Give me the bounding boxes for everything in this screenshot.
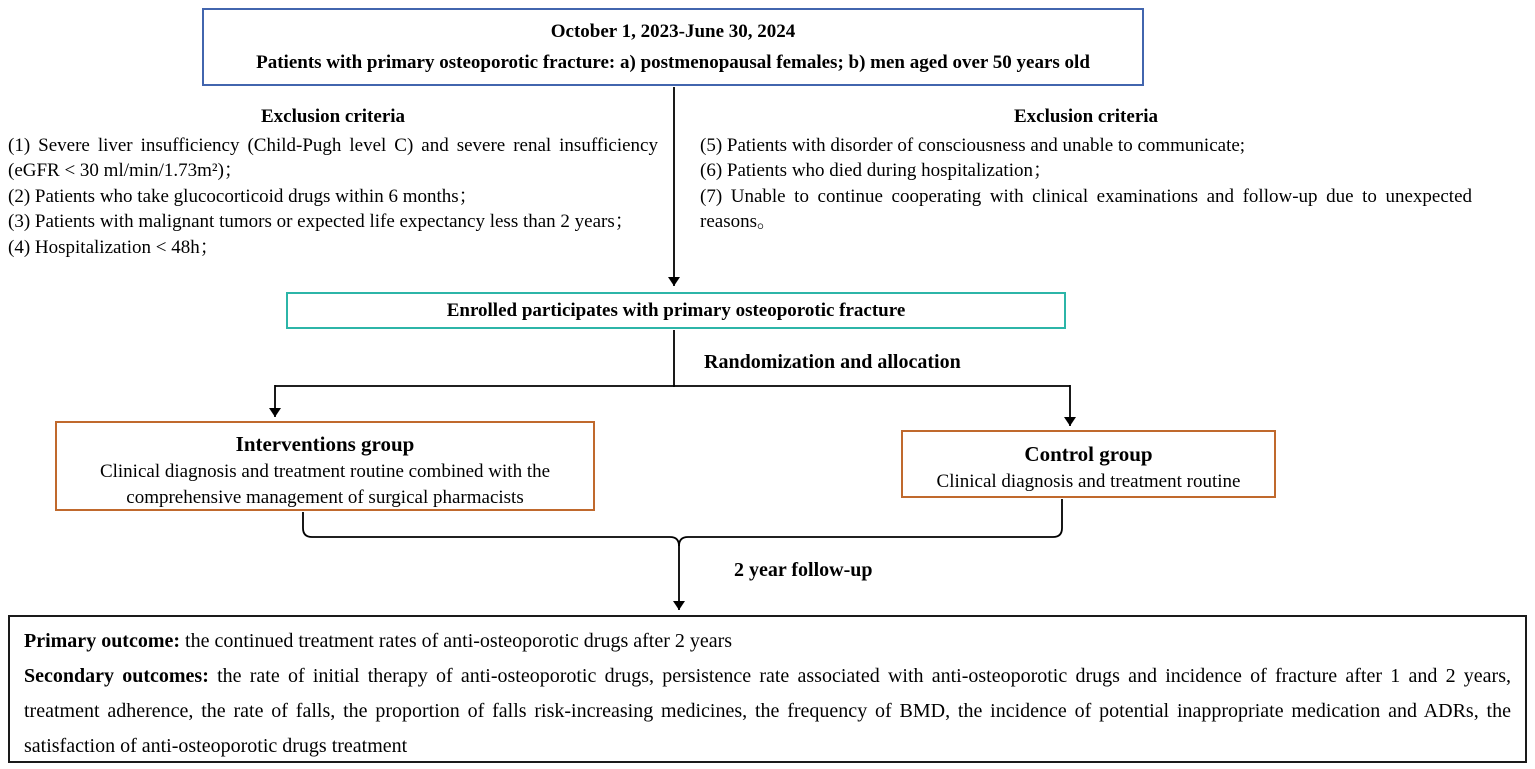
secondary-outcomes bbox=[24, 659, 1511, 764]
exclusion-item-6: (6) Patients who died during hospitalization； bbox=[700, 160, 1052, 181]
exclusion-item-5: (5) Patients with disorder of consciousness and unable to communicate; bbox=[700, 134, 1246, 156]
exclusion-item-2: (2) Patients who take glucocorticoid drugs within 6 months； bbox=[8, 185, 478, 207]
enrolled-participants-box bbox=[286, 292, 1066, 329]
interventions-group-description: Clinical diagnosis and treatment routine combined with the comprehensive management of surgical pharmacists bbox=[99, 461, 551, 508]
outcomes-box bbox=[8, 615, 1527, 763]
control-group-description: Clinical diagnosis and treatment routine bbox=[936, 471, 1241, 492]
merge-line-right bbox=[679, 499, 1062, 546]
enrolled-participants-label: Enrolled participates with primary osteoporotic fracture bbox=[446, 299, 906, 321]
study-date-range: October 1, 2023-June 30, 2024 bbox=[550, 20, 796, 42]
exclusion-left-title: Exclusion criteria bbox=[260, 106, 406, 127]
control-group-box bbox=[901, 430, 1276, 498]
exclusion-item-3: (3) Patients with malignant tumors or expected life expectancy less than 2 years； bbox=[8, 211, 634, 232]
secondary-outcomes-label: Secondary outcomes: bbox=[24, 665, 209, 687]
exclusion-item-1: (1) Severe liver insufficiency (Child-Pugh level C) and severe renal insufficiency (eGFR < 30 ml/min/1.73m²)； bbox=[8, 134, 658, 181]
eligibility-text: Patients with primary osteoporotic fracture: a) postmenopausal females; b) men aged over 50 years old bbox=[256, 51, 1090, 73]
eligibility-box bbox=[202, 8, 1144, 86]
exclusion-item-4: (4) Hospitalization < 48h； bbox=[8, 236, 219, 258]
exclusion-right-title: Exclusion criteria bbox=[1013, 106, 1159, 127]
secondary-outcomes-text: the rate of initial therapy of anti-osteoporotic drugs, persistence rate associated with anti-osteoporotic drugs and incidence of fracture after 1 and 2 years, treatment adherence, the rate of falls, the proportion of falls risk-increasing medicines, the frequency of BMD, the incidence of potential inappropriate medication and ADRs, the satisfaction of anti-osteoporotic drugs treatment bbox=[24, 665, 1512, 757]
exclusion-item-7: (7) Unable to continue cooperating with clinical examinations and follow-up due to unexpected reasons。 bbox=[700, 185, 1472, 232]
interventions-group-title: Interventions group bbox=[235, 432, 415, 456]
randomization-label: Randomization and allocation bbox=[704, 351, 961, 373]
primary-outcome-label: Primary outcome: bbox=[24, 630, 181, 652]
interventions-group-box bbox=[55, 421, 595, 511]
followup-label: 2 year follow-up bbox=[734, 559, 873, 581]
merge-line-left bbox=[303, 512, 679, 546]
primary-outcome-text: the continued treatment rates of anti-osteoporotic drugs after 2 years bbox=[180, 630, 733, 652]
primary-outcome bbox=[24, 624, 1511, 659]
exclusion-criteria-left bbox=[8, 104, 658, 260]
exclusion-criteria-right bbox=[700, 104, 1472, 235]
control-group-title: Control group bbox=[1024, 442, 1153, 466]
